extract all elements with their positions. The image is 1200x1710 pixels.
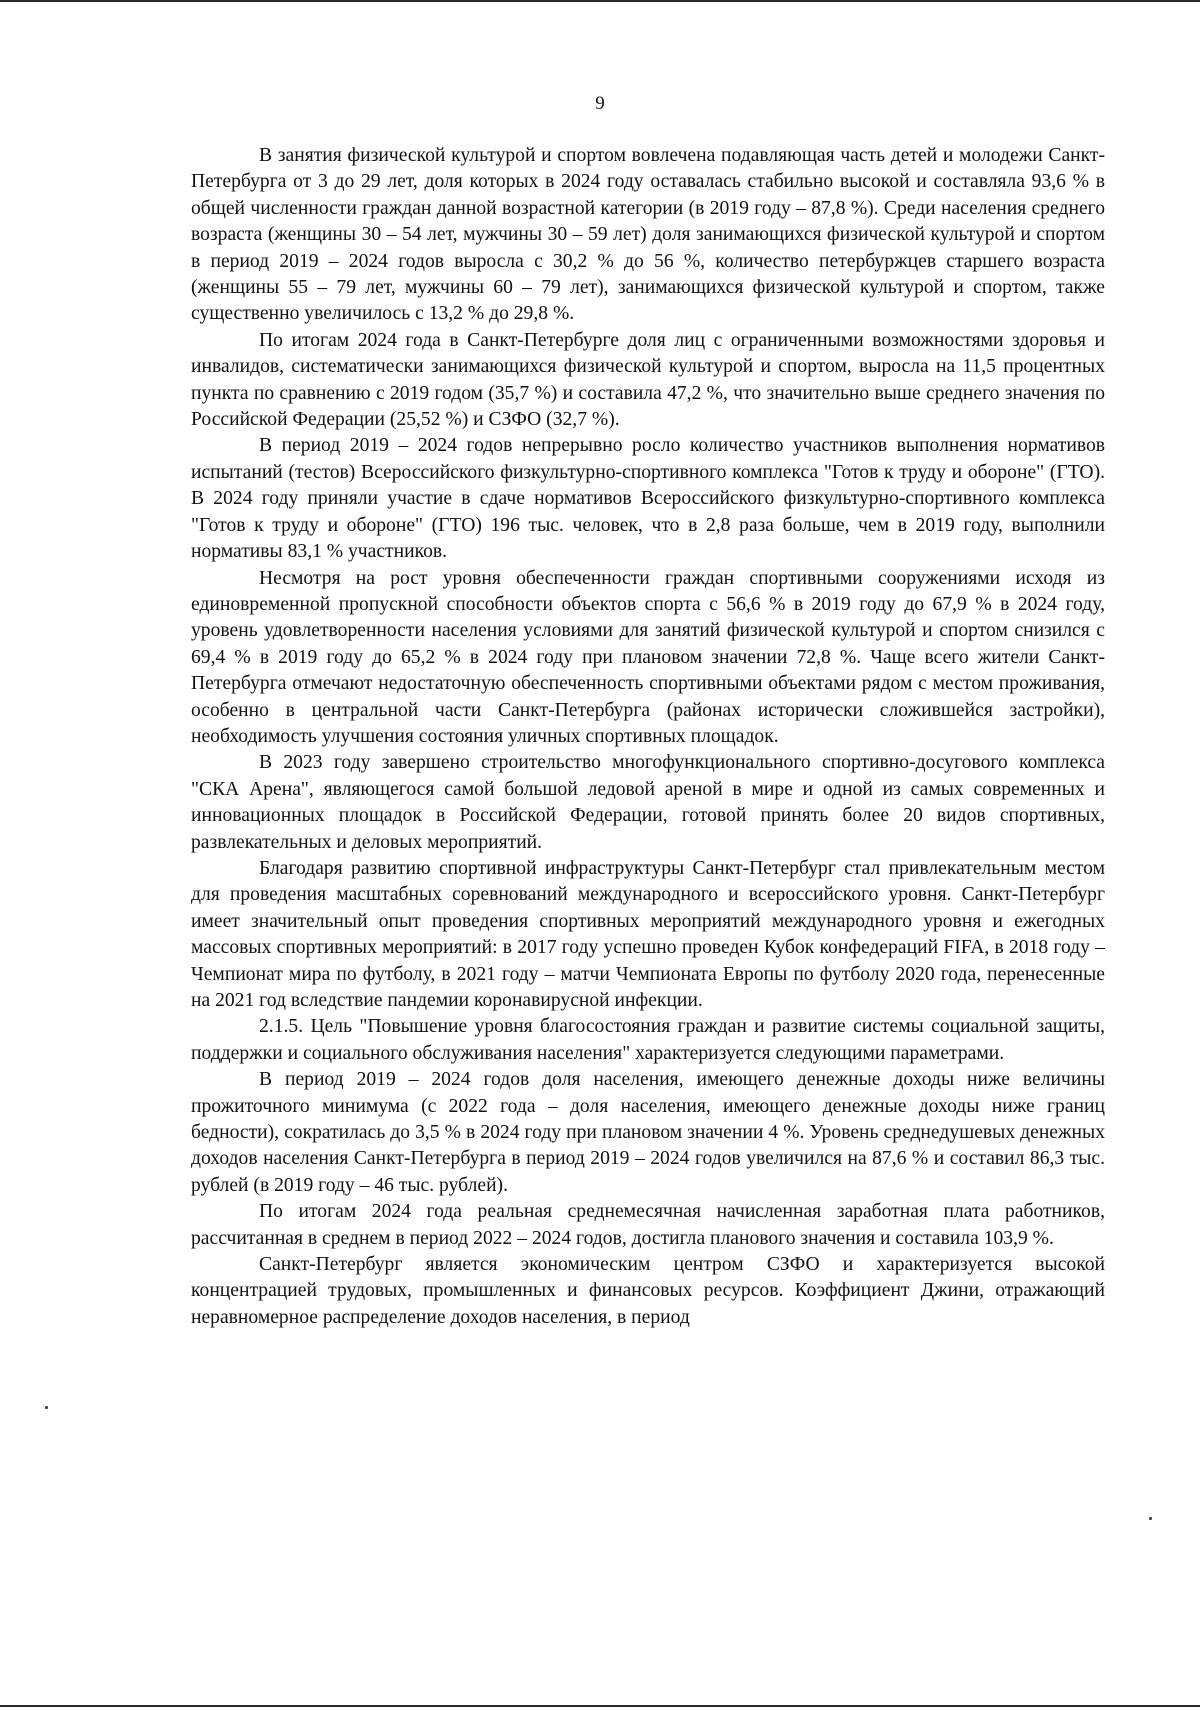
scan-speck <box>45 1406 48 1409</box>
paragraph: По итогам 2024 года реальная среднемесячная начисленная заработная плата работников, рассчитанная в среднем в период 2022 – 2024 годов, достигла планового значения и составила 103,9 %. <box>191 1201 1105 1249</box>
paragraph: По итогам 2024 года в Санкт-Петербурге доля лиц с ограниченными возможностями здоровья и инвалидов, систематически занимающихся физической культурой и спортом, выросла на 11,5 процентных пункта по сравнению с 2019 годом (35,7 %) и составила 47,2 %, что значительно выше среднего значения по Российской Федерации (25,52 %) и СЗФО (32,7 %). <box>191 329 1105 431</box>
paragraph: В период 2019 – 2024 годов непрерывно росло количество участников выполнения нормативов испытаний (тестов) Всероссийского физкультурно-спортивного комплекса "Готов к труду и обороне" (ГТО). В 2024 году приняли участие в сдаче нормативов Всероссийского физкультурно-спортивного комплекса "Готов к труду и обороне" (ГТО) 196 тыс. человек, что в 2,8 раза больше, чем в 2019 году, выполнили нормативы 83,1 % участников. <box>191 435 1105 563</box>
paragraph: Санкт-Петербург является экономическим центром СЗФО и характеризуется высокой концентрацией трудовых, промышленных и финансовых ресурсов. Коэффициент Джини, отражающий неравномерное распределение доходов населения, в период <box>191 1254 1105 1328</box>
paragraph: Несмотря на рост уровня обеспеченности граждан спортивными сооружениями исходя из единовременной пропускной способности объектов спорта с 56,6 % в 2019 году до 67,9 % в 2024 году, уровень удовлетворенности населения условиями для занятий физической культурой и спортом снизился с 69,4 % в 2019 году до 65,2 % в 2024 году при плановом значении 72,8 %. Чаще всего жители Санкт-Петербурга отмечают недостаточную обеспеченность спортивными объектами рядом с местом проживания, особенно в центральной части Санкт-Петербурга (районах исторически сложившейся застройки), необходимость улучшения состояния уличных спортивных площадок. <box>191 567 1105 747</box>
paragraph: В 2023 году завершено строительство многофункционального спортивно-досугового комплекса "СКА Арена", являющегося самой большой ледовой ареной в мире и одной из самых современных и инновационных площадок в Российской Федерации, готовой принять более 20 видов спортивных, развлекательных и деловых мероприятий. <box>191 752 1105 853</box>
scan-speck <box>1149 1517 1152 1520</box>
paragraph: 2.1.5. Цель "Повышение уровня благосостояния граждан и развитие системы социальной защиты, поддержки и социального обслуживания населения" характеризуется следующими параметрами. <box>191 1016 1105 1064</box>
scan-edge-top <box>0 0 1200 2</box>
page-number: 9 <box>595 93 605 114</box>
paragraph: Благодаря развитию спортивной инфраструктуры Санкт-Петербург стал привлекательным местом для проведения масштабных соревнований международного и всероссийского уровня. Санкт-Петербург имеет значительный опыт проведения спортивных мероприятий международного уровня и ежегодных массовых спортивных мероприятий: в 2017 году успешно проведен Кубок конфедераций FIFA, в 2018 году – Чемпионат мира по футболу, в 2021 году – матчи Чемпионата Европы по футболу 2020 года, перенесенные на 2021 год вследствие пандемии коронавирусной инфекции. <box>191 857 1105 1011</box>
document-body <box>191 143 1105 1331</box>
paragraph: В занятия физической культурой и спортом вовлечена подавляющая часть детей и молодежи Санкт-Петербурга от 3 до 29 лет, доля которых в 2024 году оставалась стабильно высокой и составляла 93,6 % в общей численности граждан данной возрастной категории (в 2019 году – 87,8 %). Среди населения среднего возраста (женщины 30 – 54 лет, мужчины 30 – 59 лет) доля занимающихся физической культурой и спортом в период 2019 – 2024 годов выросла с 30,2 % до 56 %, количество петербуржцев старшего возраста (женщины 55 – 79 лет, мужчины 60 – 79 лет), занимающихся физической культурой и спортом, также существенно увеличилось с 13,2 % до 29,8 %. <box>191 145 1105 325</box>
paragraph: В период 2019 – 2024 годов доля населения, имеющего денежные доходы ниже величины прожиточного минимума (с 2022 года – доля населения, имеющего денежные доходы ниже границ бедности), сократилась до 3,5 % в 2024 году при плановом значении 4 %. Уровень среднедушевых денежных доходов населения Санкт-Петербурга в период 2019 – 2024 годов увеличился на 87,6 % и составил 86,3 тыс. рублей (в 2019 году – 46 тыс. рублей). <box>191 1069 1105 1196</box>
scan-edge-bottom <box>0 1705 1200 1707</box>
